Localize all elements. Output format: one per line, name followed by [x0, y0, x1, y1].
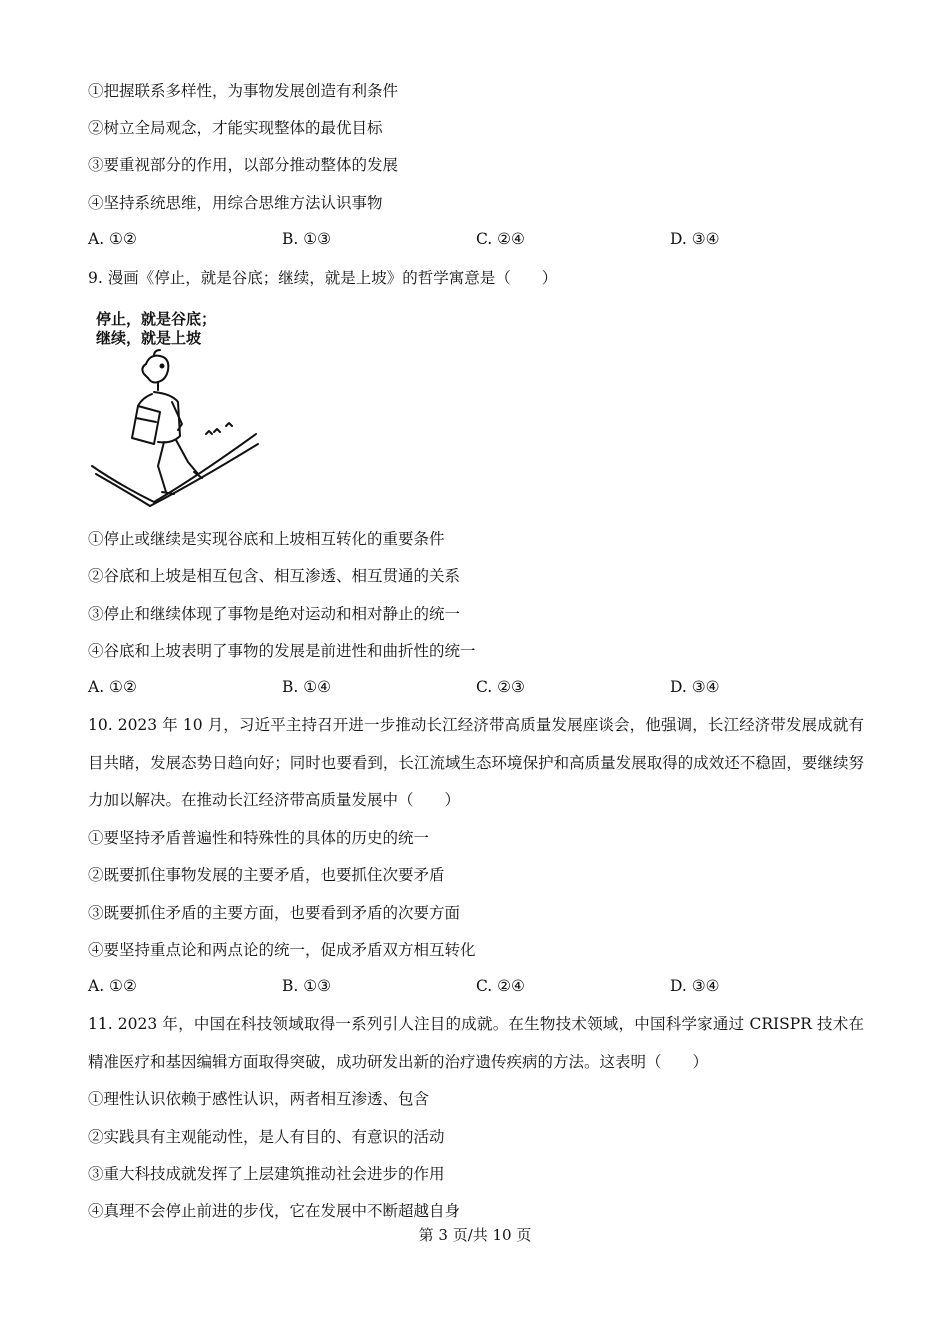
- q8-item-2: ②树立全局观念，才能实现整体的最优目标: [88, 119, 383, 137]
- q11-item-1: ①理性认识依赖于感性认识，两者相互渗透、包含: [88, 1090, 430, 1108]
- q9-option-a: A. ①②: [88, 678, 137, 696]
- q10-option-d: D. ③④: [670, 977, 720, 995]
- q11-item-3: ③重大科技成就发挥了上层建筑推动社会进步的作用: [88, 1165, 445, 1183]
- q9-item-2: ②谷底和上坡是相互包含、相互渗透、相互贯通的关系: [88, 567, 461, 585]
- q9-option-d: D. ③④: [670, 678, 720, 696]
- q8-options: [88, 230, 864, 252]
- q9-option-c: C. ②③: [476, 678, 525, 696]
- hiker-drawing: [88, 306, 263, 512]
- q8-item-1: ①把握联系多样性，为事物发展创造有利条件: [88, 82, 399, 100]
- q9-item-4: ④谷底和上坡表明了事物的发展是前进性和曲折性的统一: [88, 642, 476, 660]
- q10-stem: 10. 2023 年 10 月，习近平主持召开进一步推动长江经济带高质量发展座谈会，他强调，长江经济带发展成就有目共睹，发展态势日趋向好；同时也要看到，长江流域生态环境保护和高质量发展取得的成效还不稳固，要继续努力加以解决。在推动长江经济带高质量发展中（ ）: [88, 716, 864, 809]
- q8-item-4: ④坚持系统思维，用综合思维方法认识事物: [88, 194, 383, 212]
- q9-item-3: ③停止和继续体现了事物是绝对运动和相对静止的统一: [88, 605, 461, 623]
- q10-item-1: ①要坚持矛盾普遍性和特殊性的具体的历史的统一: [88, 829, 430, 847]
- q9-option-b: B. ①④: [282, 678, 332, 696]
- q11-stem: 11. 2023 年，中国在科技领域取得一系列引人注目的成就。在生物技术领域，中国科学家通过 CRISPR 技术在精准医疗和基因编辑方面取得突破，成功研发出新的治疗遗传疾病的方法。这表明（ ）: [88, 1015, 864, 1071]
- cartoon-caption-line-1: 停止，就是谷底；: [96, 310, 217, 328]
- cartoon-caption-line-2: 继续，就是上坡: [96, 329, 202, 347]
- q9-options: [88, 678, 864, 700]
- q10-option-a: A. ①②: [88, 977, 137, 995]
- q8-option-a: A. ①②: [88, 230, 137, 248]
- q10-options: [88, 977, 864, 999]
- q10-option-b: B. ①③: [282, 977, 332, 995]
- q11-item-4: ④真理不会停止前进的步伐，它在发展中不断超越自身: [88, 1202, 461, 1220]
- q9-stem: 9. 漫画《停止，就是谷底；继续，就是上坡》的哲学寓意是（ ）: [88, 269, 558, 287]
- q8-option-d: D. ③④: [670, 230, 720, 248]
- page-number-footer: 第 3 页/共 10 页: [418, 1226, 532, 1244]
- q10-item-4: ④要坚持重点论和两点论的统一，促成矛盾双方相互转化: [88, 941, 476, 959]
- q10-option-c: C. ②④: [476, 977, 525, 995]
- q8-item-3: ③要重视部分的作用，以部分推动整体的发展: [88, 156, 399, 174]
- q11-item-2: ②实践具有主观能动性，是人有目的、有意识的活动: [88, 1128, 445, 1146]
- q10-item-3: ③既要抓住矛盾的主要方面，也要看到矛盾的次要方面: [88, 904, 461, 922]
- cartoon-illustration: [88, 306, 263, 512]
- q8-option-b: B. ①③: [282, 230, 332, 248]
- q9-item-1: ①停止或继续是实现谷底和上坡相互转化的重要条件: [88, 530, 445, 548]
- q8-option-c: C. ②④: [476, 230, 525, 248]
- q10-item-2: ②既要抓住事物发展的主要矛盾，也要抓住次要矛盾: [88, 866, 445, 884]
